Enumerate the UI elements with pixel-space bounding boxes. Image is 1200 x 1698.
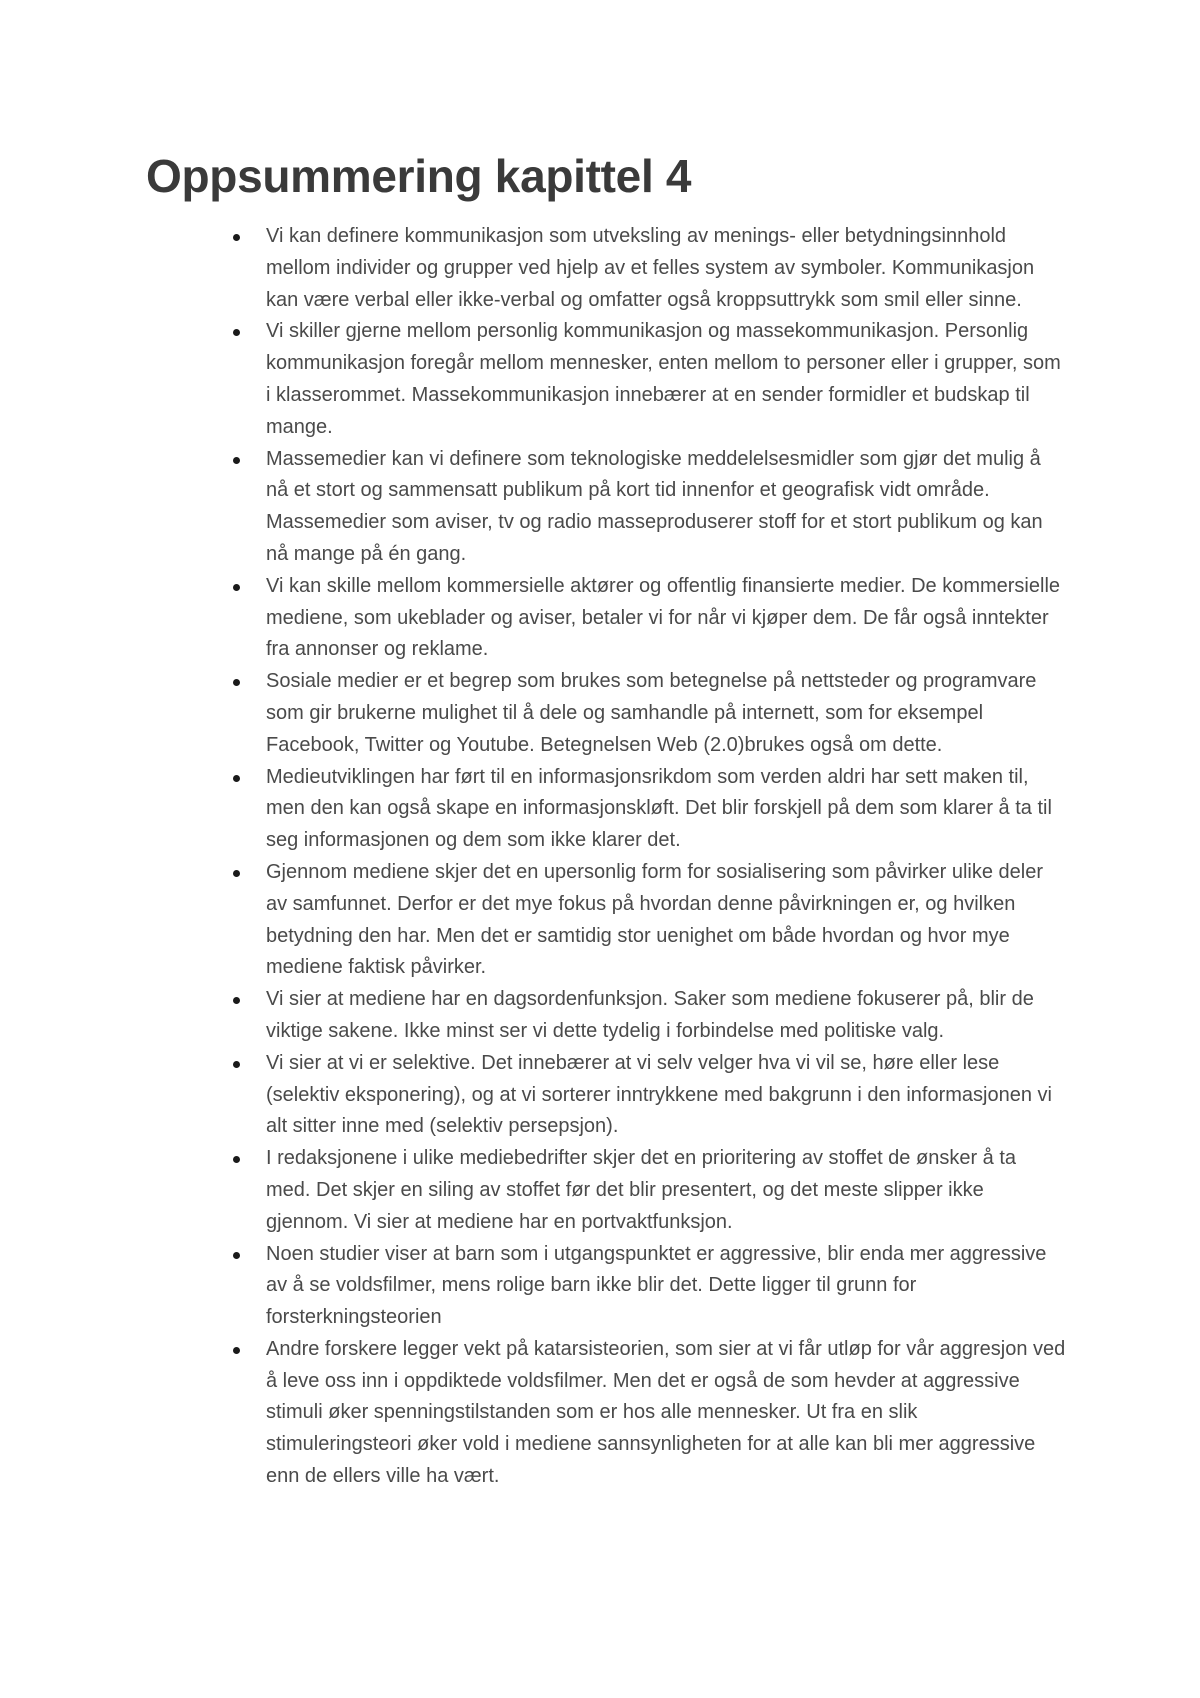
list-item-text: Andre forskere legger vekt på katarsisteorien, som sier at vi får utløp for vår aggresjon ved å leve oss inn i oppdiktede voldsfilmer. Men det er også de som hevder at aggressive stimuli øker spenningstilstanden som er hos alle mennesker. Ut fra en slik stimuleringsteori øker vold i mediene sannsynligheten for at alle kan bli mer aggressive enn de ellers ville ha vært. [266,1337,1066,1488]
bullet-icon [233,775,240,782]
list-item-text: Gjennom mediene skjer det en upersonlig form for sosialisering som påvirker ulike deler av samfunnet. Derfor er det mye fokus på hvordan denne påvirkningen er, og hvilken betydning den har. Men det er samtidig stor uenighet om både hvordan og hvor mye mediene faktisk påvirker. [266,860,1044,979]
bullet-icon [233,234,240,241]
list-item [266,316,1066,443]
bullet-icon [233,1347,240,1354]
list-item-text: Vi kan definere kommunikasjon som utveksling av menings- eller betydningsinnhold mellom individer og grupper ved hjelp av et felles system av symboler. Kommunikasjon kan være verbal eller ikke-verbal og omfatter også kroppsuttrykk som smil eller sinne. [266,225,1035,311]
bullet-icon [233,457,240,464]
list-item-text: Vi kan skille mellom kommersielle aktører og offentlig finansierte medier. De kommersielle mediene, som ukeblader og aviser, betaler vi for når vi kjøper dem. De får også inntekter fra annonser og reklame. [266,574,1061,661]
page-title: Oppsummering kapittel 4 [146,150,692,202]
list-item-text: Medieutviklingen har ført til en informasjonsrikdom som verden aldri har sett maken til, men den kan også skape en informasjonskløft. Det blir forskjell på dem som klarer å ta til seg informasjonen og dem som ikke klarer det. [266,765,1052,852]
list-item [266,1239,1066,1334]
bullet-icon [233,584,240,591]
bullet-icon [233,679,240,686]
list-item [266,984,1066,1048]
list-item [266,1334,1066,1493]
list-item-text: Vi skiller gjerne mellom personlig kommunikasjon og massekommunikasjon. Personlig kommunikasjon foregår mellom mennesker, enten mellom to personer eller i grupper, som i klasserommet. Massekommunikasjon innebærer at en sender formidler et budskap til mange. [266,320,1061,438]
list-item [266,444,1066,571]
list-item [266,1143,1066,1238]
list-item-text: Vi sier at vi er selektive. Det innebærer at vi selv velger hva vi vil se, høre eller lese (selektiv eksponering), og at vi sorterer inntrykkene med bakgrunn i den informasjonen vi alt sitter inne med (selektiv persepsjon). [266,1051,1052,1138]
bullet-icon [233,329,240,336]
list-item [266,666,1066,761]
list-item-text: Vi sier at mediene har en dagsordenfunksjon. Saker som mediene fokuserer på, blir de viktige sakene. Ikke minst ser vi dette tydelig i forbindelse med politiske valg. [266,988,1034,1042]
bullet-icon [233,1252,240,1259]
list-item-text: Noen studier viser at barn som i utgangspunktet er aggressive, blir enda mer aggressive av å se voldsfilmer, mens rolige barn ikke blir det. Dette ligger til grunn for forsterkningsteorien [266,1242,1047,1329]
list-item-text: Massemedier kan vi definere som teknologiske meddelelsesmidler som gjør det mulig å nå et stort og sammensatt publikum på kort tid innenfor et geografisk vidt område. Massemedier som aviser, tv og radio masseproduserer stoff for et stort publikum og kan nå mange på én gang. [266,447,1043,565]
list-item-text: Sosiale medier er et begrep som brukes som betegnelse på nettsteder og programvare som gir brukerne mulighet til å dele og samhandle på internett, som for eksempel Facebook, Twitter og Youtube. Betegnelsen Web (2.0)brukes også om dette. [266,670,1037,756]
list-item-text: I redaksjonene i ulike mediebedrifter skjer det en prioritering av stoffet de ønsker å ta med. Det skjer en siling av stoffet før det blir presentert, og det meste slipper ikke gjennom. Vi sier at mediene har en portvaktfunksjon. [266,1147,1017,1233]
list-item [266,762,1066,857]
bullet-icon [233,1061,240,1068]
summary-bullet-list [266,221,1066,1493]
list-item [266,857,1066,984]
list-item [266,571,1066,666]
list-item [266,1048,1066,1143]
list-item [266,221,1066,316]
bullet-icon [233,1156,240,1163]
bullet-icon [233,997,240,1004]
bullet-icon [233,870,240,877]
